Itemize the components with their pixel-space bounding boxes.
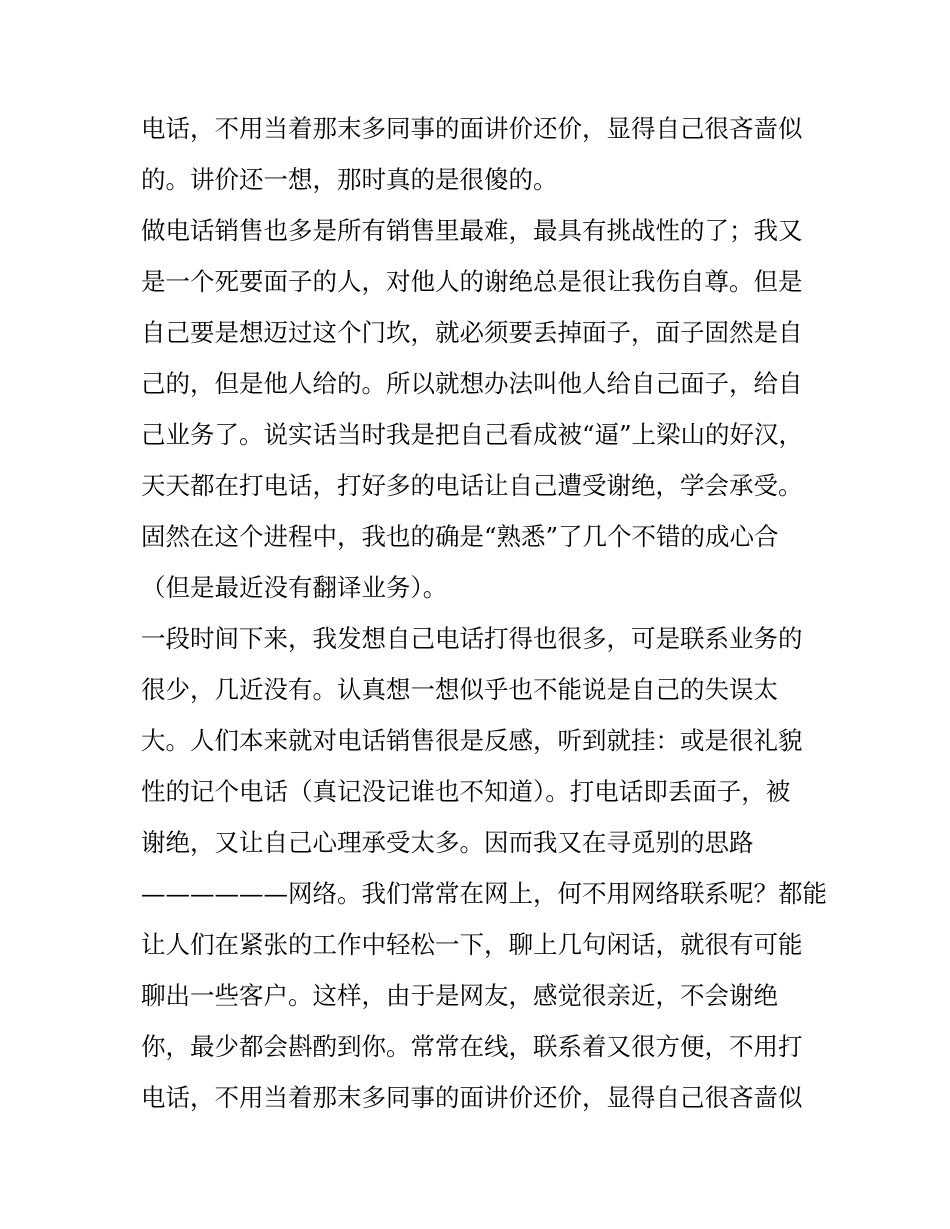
text-line-12: 很少，几近没有。认真想一想似乎也不能说是自己的失误太 <box>141 675 778 704</box>
text-line-13: 大。人们本来就对电话销售很是反感，听到就挂：或是很礼貌 <box>141 726 803 755</box>
text-line-7: 己业务了。说实话当时我是把自己看成被“逼”上梁山的好汉， <box>141 420 804 449</box>
text-line-19: 你，最少都会斟酌到你。常常在线，联系着又很方便，不用打 <box>141 1032 803 1061</box>
text-line-2: 的。讲价还一想，那时真的是很傻的。 <box>141 165 558 194</box>
text-line-5: 自己要是想迈过这个门坎，就必须要丢掉面子，面子固然是自 <box>141 318 803 347</box>
text-line-10: （但是最近没有翻译业务）。 <box>141 573 448 602</box>
text-line-11: 一段时间下来，我发想自己电话打得也很多，可是联系业务的 <box>141 624 803 653</box>
text-line-1: 电话，不用当着那末多同事的面讲价还价，显得自己很吝啬似 <box>141 114 803 143</box>
text-line-4: 是一个死要面子的人，对他人的谢绝总是很让我伤自尊。但是 <box>141 267 803 296</box>
text-line-16: ——————网络。我们常常在网上，何不用网络联系呢？都能 <box>141 879 827 908</box>
text-line-14: 性的记个电话（真记没记谁也不知道）。打电话即丢面子，被 <box>141 777 791 806</box>
text-line-3: 做电话销售也多是所有销售里最难，最具有挑战性的了；我又 <box>141 216 803 245</box>
text-line-9: 固然在这个进程中，我也的确是“熟悉”了几个不错的成心合 <box>141 522 779 551</box>
text-line-17: 让人们在紧张的工作中轻松一下，聊上几句闲话，就很有可能 <box>141 930 803 959</box>
text-line-18: 聊出一些客户。这样，由于是网友，感觉很亲近，不会谢绝 <box>141 981 778 1010</box>
text-line-15: 谢绝，又让自己心理承受太多。因而我又在寻觅别的思路 <box>141 828 754 857</box>
text-line-8: 天天都在打电话，打好多的电话让自己遭受谢绝，学会承受。 <box>141 471 803 500</box>
text-line-6: 己的，但是他人给的。所以就想办法叫他人给自己面子，给自 <box>141 369 803 398</box>
text-line-20: 电话，不用当着那末多同事的面讲价还价，显得自己很吝啬似 <box>141 1083 803 1112</box>
